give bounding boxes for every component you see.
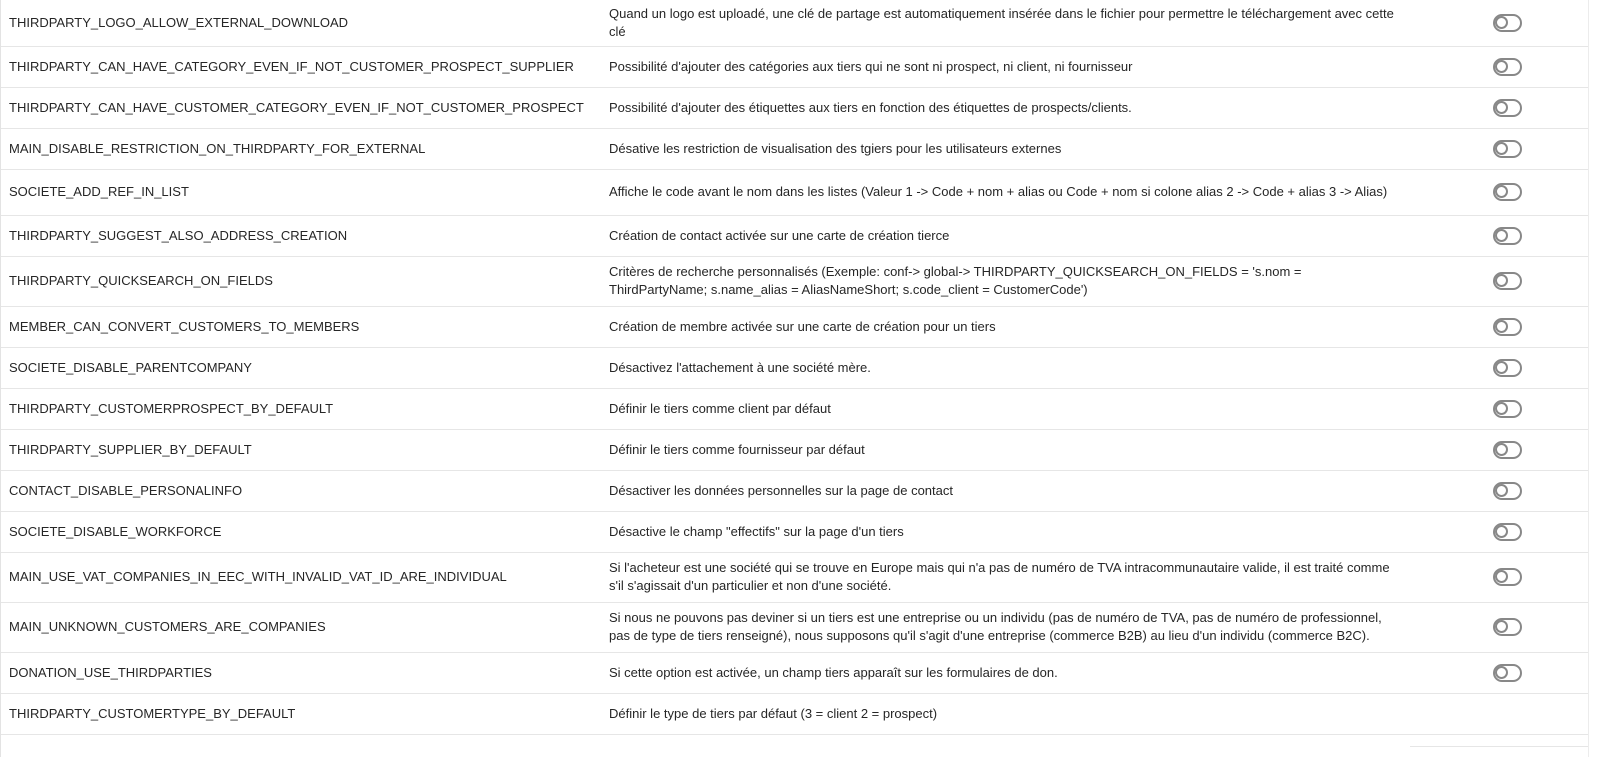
toggle-off-icon[interactable] [1493,14,1522,32]
setting-row [1,602,1588,652]
setting-toggle-cell [1409,693,1588,734]
setting-description: Désactive le champ "effectifs" sur la page d'un tiers [609,511,1409,552]
toggle-knob [1495,620,1508,633]
toggle-knob [1495,274,1508,287]
setting-description: Critères de recherche personnalisés (Exemple: conf-> global-> THIRDPARTY_QUICKSEARCH_ON_FIELDS = 's.nom = ThirdPartyName; s.name_alias = AliasNameShort; s.code_client = CustomerCode') [609,256,1409,306]
setting-toggle-cell [1409,602,1588,652]
setting-name: THIRDPARTY_CAN_HAVE_CATEGORY_EVEN_IF_NOT_CUSTOMER_PROSPECT_SUPPLIER [1,46,609,87]
toggle-off-icon[interactable] [1493,664,1522,682]
setting-name: MAIN_UNKNOWN_CUSTOMERS_ARE_COMPANIES [1,602,609,652]
setting-row [1,306,1588,347]
setting-row [1,128,1588,169]
setting-toggle-cell [1409,388,1588,429]
toggle-off-icon[interactable] [1493,523,1522,541]
toggle-knob [1495,142,1508,155]
toggle-knob [1495,60,1508,73]
setting-row [1,429,1588,470]
setting-name: MAIN_USE_VAT_COMPANIES_IN_EEC_WITH_INVALID_VAT_ID_ARE_INDIVIDUAL [1,552,609,602]
setting-toggle-cell [1409,215,1588,256]
toggle-off-icon[interactable] [1493,140,1522,158]
toggle-knob [1495,16,1508,29]
toggle-knob [1495,570,1508,583]
setting-toggle-cell [1409,511,1588,552]
setting-name: THIRDPARTY_CUSTOMERTYPE_BY_DEFAULT [1,693,609,734]
setting-description: Définir le tiers comme client par défaut [609,388,1409,429]
toggle-off-icon[interactable] [1493,400,1522,418]
toggle-knob [1495,402,1508,415]
setting-toggle-cell [1409,0,1588,46]
setting-row [1,511,1588,552]
toggle-off-icon[interactable] [1493,227,1522,245]
toggle-off-icon[interactable] [1493,441,1522,459]
toggle-knob [1495,484,1508,497]
setting-name: SOCIETE_DISABLE_PARENTCOMPANY [1,347,609,388]
setting-row [1,46,1588,87]
setting-name: THIRDPARTY_QUICKSEARCH_ON_FIELDS [1,256,609,306]
setting-name: THIRDPARTY_CUSTOMERPROSPECT_BY_DEFAULT [1,388,609,429]
setting-row [1,388,1588,429]
toggle-knob [1495,443,1508,456]
setting-description: Si nous ne pouvons pas deviner si un tiers est une entreprise ou un individu (pas de numéro de TVA, pas de numéro de professionnel, pas de type de tiers renseigné), nous supposons qu'il s'agit d'une entreprise (commerce B2B) au lieu d'un individu (commerce B2C). [609,602,1409,652]
toggle-off-icon[interactable] [1493,318,1522,336]
bottom-divider [1410,746,1588,747]
setting-row [1,215,1588,256]
setting-name: MAIN_DISABLE_RESTRICTION_ON_THIRDPARTY_FOR_EXTERNAL [1,128,609,169]
setting-description: Possibilité d'ajouter des catégories aux tiers qui ne sont ni prospect, ni client, ni fournisseur [609,46,1409,87]
setting-name: SOCIETE_DISABLE_WORKFORCE [1,511,609,552]
toggle-off-icon[interactable] [1493,482,1522,500]
setting-name: THIRDPARTY_LOGO_ALLOW_EXTERNAL_DOWNLOAD [1,0,609,46]
toggle-off-icon[interactable] [1493,568,1522,586]
setting-name: DONATION_USE_THIRDPARTIES [1,652,609,693]
setting-row [1,693,1588,734]
setting-toggle-cell [1409,256,1588,306]
toggle-off-icon[interactable] [1493,58,1522,76]
toggle-knob [1495,525,1508,538]
setting-row [1,652,1588,693]
setting-name: CONTACT_DISABLE_PERSONALINFO [1,470,609,511]
setting-name: THIRDPARTY_CAN_HAVE_CUSTOMER_CATEGORY_EVEN_IF_NOT_CUSTOMER_PROSPECT [1,87,609,128]
setting-description: Désactiver les données personnelles sur la page de contact [609,470,1409,511]
setting-description: Création de membre activée sur une carte de création pour un tiers [609,306,1409,347]
toggle-knob [1495,361,1508,374]
setting-toggle-cell [1409,552,1588,602]
setting-toggle-cell [1409,347,1588,388]
toggle-knob [1495,320,1508,333]
setting-row [1,552,1588,602]
setting-row [1,0,1588,46]
setting-row [1,256,1588,306]
setting-row [1,87,1588,128]
setting-description: Quand un logo est uploadé, une clé de partage est automatiquement insérée dans le fichier pour permettre le téléchargement avec cette clé [609,0,1409,46]
toggle-knob [1495,101,1508,114]
setting-toggle-cell [1409,128,1588,169]
toggle-knob [1495,666,1508,679]
setting-name: THIRDPARTY_SUPPLIER_BY_DEFAULT [1,429,609,470]
setting-toggle-cell [1409,46,1588,87]
setting-toggle-cell [1409,470,1588,511]
right-border [1588,0,1589,757]
setting-toggle-cell [1409,87,1588,128]
setting-toggle-cell [1409,429,1588,470]
setting-description: Si cette option est activée, un champ tiers apparaît sur les formulaires de don. [609,652,1409,693]
setting-description: Création de contact activée sur une carte de création tierce [609,215,1409,256]
toggle-off-icon[interactable] [1493,99,1522,117]
toggle-off-icon[interactable] [1493,618,1522,636]
setting-description: Définir le type de tiers par défaut (3 = client 2 = prospect) [609,693,1409,734]
setting-description: Définir le tiers comme fournisseur par défaut [609,429,1409,470]
setting-description: Si l'acheteur est une société qui se trouve en Europe mais qui n'a pas de numéro de TVA intracommunautaire valide, il est traité comme s'il s'agissait d'un particulier et non d'une société. [609,552,1409,602]
setting-toggle-cell [1409,306,1588,347]
setting-toggle-cell [1409,652,1588,693]
setting-toggle-cell [1409,169,1588,215]
setting-row [1,470,1588,511]
setting-description: Affiche le code avant le nom dans les listes (Valeur 1 -> Code + nom + alias ou Code + nom si colone alias 2 -> Code + alias 3 -> Alias) [609,169,1409,215]
setting-name: MEMBER_CAN_CONVERT_CUSTOMERS_TO_MEMBERS [1,306,609,347]
toggle-knob [1495,229,1508,242]
settings-table [1,0,1588,735]
setting-name: SOCIETE_ADD_REF_IN_LIST [1,169,609,215]
setting-description: Possibilité d'ajouter des étiquettes aux tiers en fonction des étiquettes de prospects/clients. [609,87,1409,128]
setting-name: THIRDPARTY_SUGGEST_ALSO_ADDRESS_CREATION [1,215,609,256]
toggle-off-icon[interactable] [1493,359,1522,377]
toggle-off-icon[interactable] [1493,272,1522,290]
setting-description: Désactivez l'attachement à une société mère. [609,347,1409,388]
setting-row [1,169,1588,215]
toggle-knob [1495,185,1508,198]
toggle-off-icon[interactable] [1493,183,1522,201]
setting-row [1,347,1588,388]
setting-description: Désative les restriction de visualisation des tgiers pour les utilisateurs externes [609,128,1409,169]
